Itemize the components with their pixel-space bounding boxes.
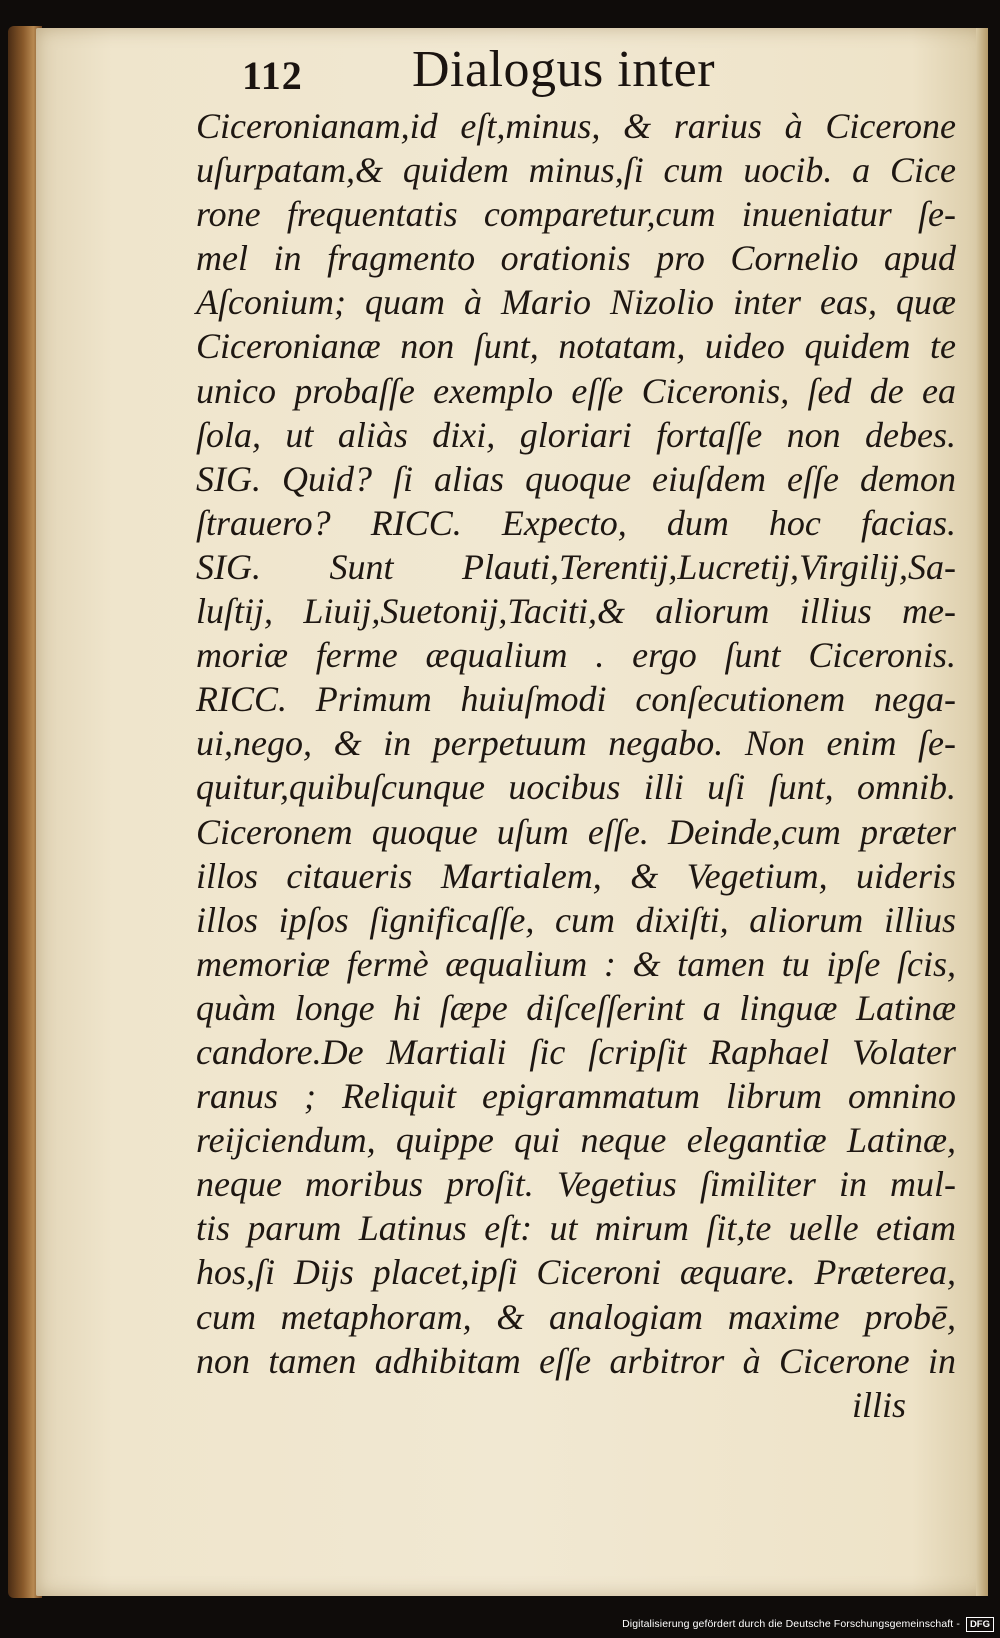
text-line: Ciceronianam,id eſt,minus, & rarius à Cicerone [196, 106, 956, 146]
dfg-logo: DFG [966, 1617, 994, 1632]
text-line: non tamen adhibitam eſſe arbitror à Cicerone in [196, 1340, 956, 1381]
text-line: rone frequentatis comparetur,cum inueniatur ſe- [196, 194, 956, 235]
text-line: unico probaſſe exemplo eſſe Ciceronis, ſed de ea [196, 370, 956, 411]
text-line: luſtij, Liuij,Suetonij,Taciti,& aliorum illius me- [196, 591, 956, 632]
text-line: candore.De Martiali ſic ſcripſit Raphael Volater [196, 1031, 956, 1072]
catchword: illis [851, 1384, 906, 1425]
text-line: hos,ſi Dijs placet,ipſi Ciceroni æquare. Præterea, [196, 1252, 956, 1293]
text-line: Aſconium; quam à Mario Nizolio inter eas, quæ [196, 282, 956, 323]
text-line: moriæ ferme æqualium . ergo ſunt Ciceronis. [196, 635, 956, 676]
text-line: RICC. Primum huiuſmodi conſecutionem nega- [196, 679, 956, 720]
text-line: ui,nego, & in perpetuum negabo. Non enim ſe- [196, 723, 956, 764]
text-line: uſurpatam,& quidem minus,ſi cum uocib. a Cice [196, 150, 956, 191]
text-line: tis parum Latinus eſt: ut mirum ſit,te uelle etiam [196, 1208, 956, 1249]
text-line: SIG. Sunt Plauti,Terentij,Lucretij,Virgilij,Sa- [196, 546, 956, 587]
page-edge [976, 28, 988, 1596]
text-line: ranus ; Reliquit epigrammatum librum omnino [196, 1076, 956, 1117]
running-title: Dialogus inter [412, 41, 716, 98]
text-line: reijciendum, quippe qui neque elegantiæ Latinæ, [196, 1120, 956, 1161]
text-line: quitur,quibuſcunque uocibus illi uſi ſunt, omnib. [196, 767, 956, 808]
text-line: ſola, ut aliàs dixi, gloriari fortaſſe non debes. [196, 414, 956, 455]
footer-credit: Digitalisierung gefördert durch die Deutsche Forschungsgemeinschaft - [622, 1618, 960, 1630]
text-line: illos ipſos ſignificaſſe, cum dixiſti, aliorum illius [196, 899, 956, 940]
text-line: mel in fragmento orationis pro Cornelio apud [196, 238, 956, 279]
text-line: cum metaphoram, & analogiam maxime probē, [196, 1296, 956, 1337]
text-line: Ciceronem quoque uſum eſſe. Deinde,cum præter [196, 811, 956, 852]
text-line: neque moribus proſit. Vegetius ſimiliter in mul- [196, 1164, 956, 1205]
text-line: memoriæ fermè æqualium : & tamen tu ipſe ſcis, [196, 943, 956, 984]
text-line: Ciceronianæ non ſunt, notatam, uideo quidem te [196, 326, 956, 367]
body-text [196, 104, 956, 1427]
text-line: illos citaueris Martialem, & Vegetium, uideris [196, 855, 956, 896]
text-line: ſtrauero? RICC. Expecto, dum hoc facias. [196, 502, 956, 543]
text-line: quàm longe hi ſæpe diſceſſerint a linguæ Latinæ [196, 987, 956, 1028]
digitization-footer [574, 1612, 994, 1636]
text-line: SIG. Quid? ſi alias quoque eiuſdem eſſe demon [196, 458, 956, 499]
page-number: 112 [242, 53, 303, 98]
